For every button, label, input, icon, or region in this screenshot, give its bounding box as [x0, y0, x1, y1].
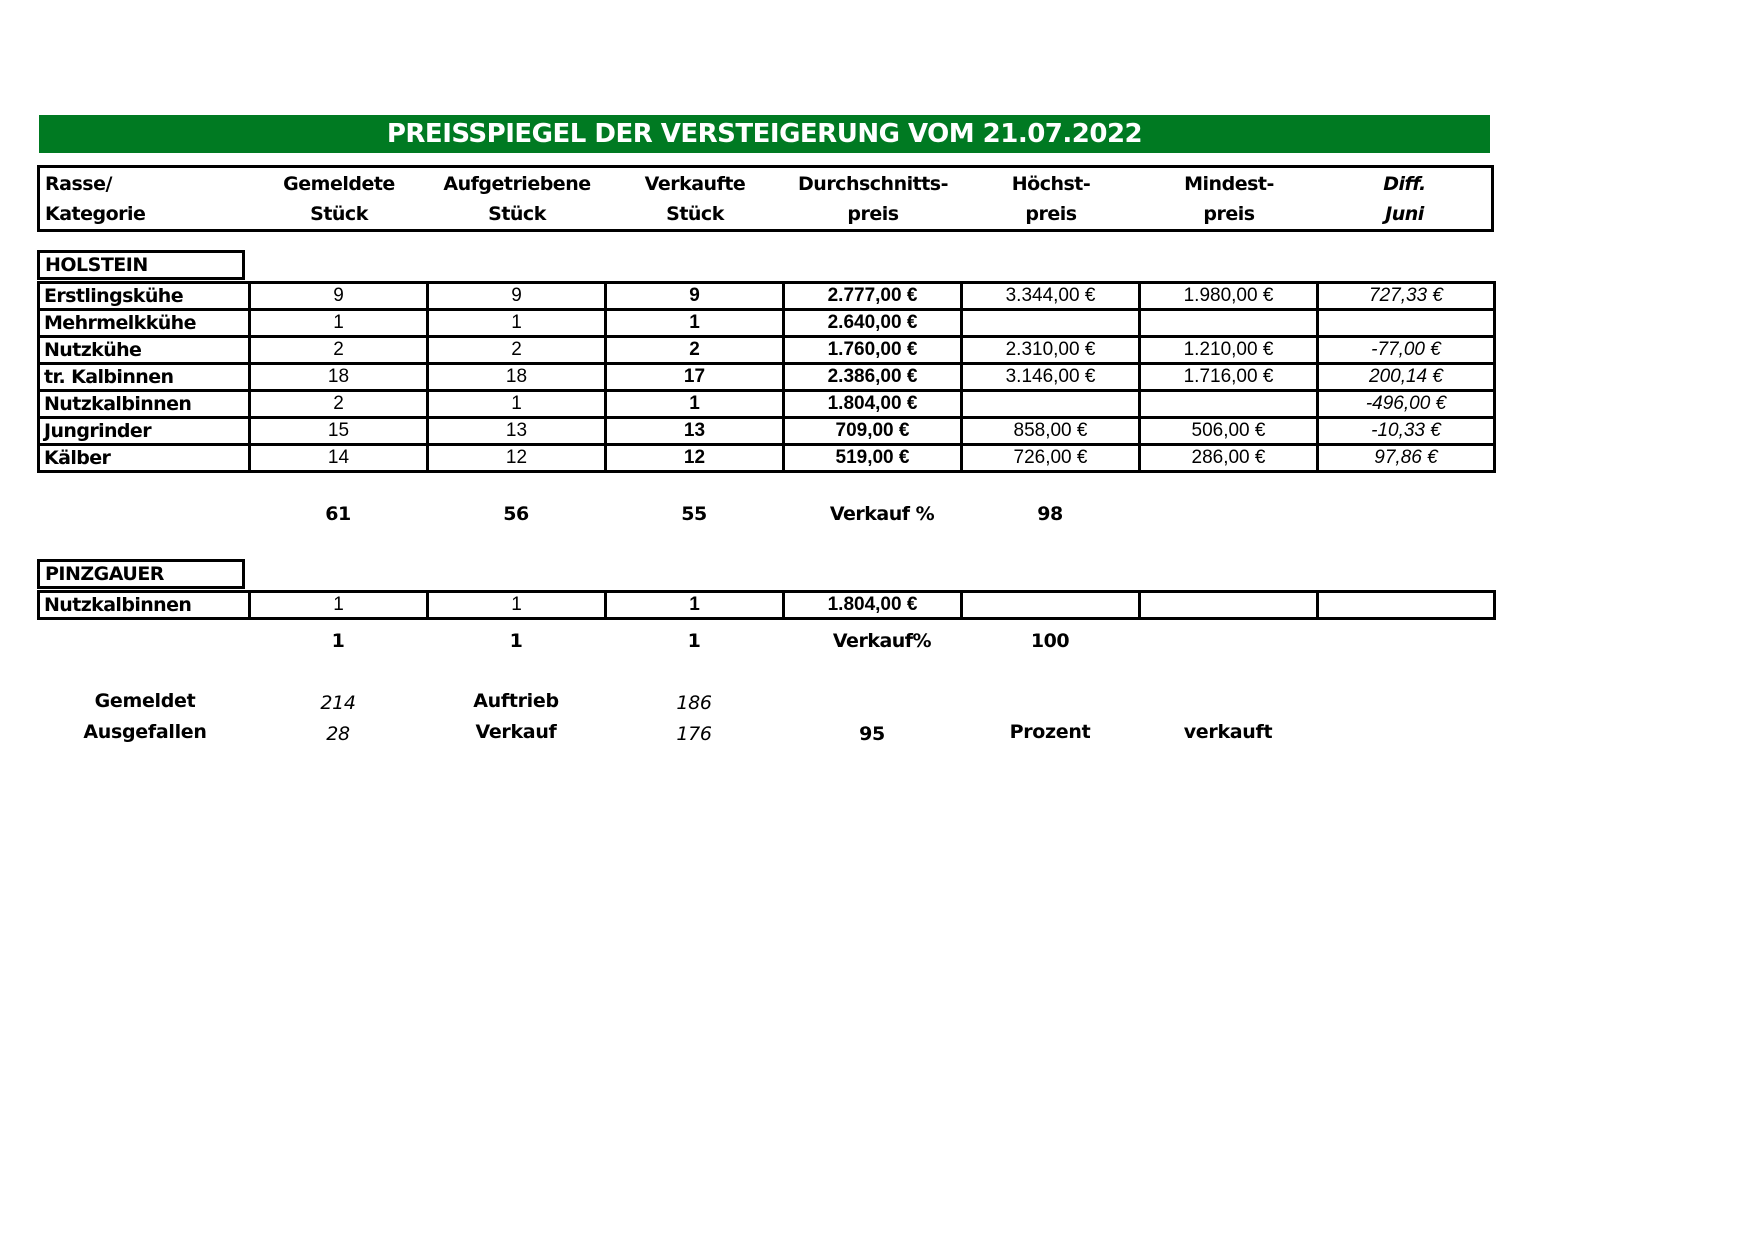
header-label: Stück: [488, 202, 546, 225]
mindestpreis-cell: 1.210,00 €: [1140, 337, 1318, 364]
header-durchschnittspreis: [784, 168, 962, 229]
diff-cell: 727,33 €: [1318, 283, 1495, 310]
header-category: [40, 168, 250, 229]
total-gemeldet: 1: [331, 630, 345, 652]
summary-ausgefallen-value: 28: [326, 723, 350, 745]
aufgetriebene-cell: 18: [428, 364, 606, 391]
category-cell: tr. Kalbinnen: [39, 364, 250, 391]
verkaufte-cell: 12: [606, 445, 784, 472]
verkauf-percent-label: Verkauf %: [829, 503, 935, 525]
table-row: [39, 391, 1495, 418]
verkaufte-cell: 9: [606, 283, 784, 310]
section-label-pinzgauer: PINZGAUER: [37, 559, 245, 589]
table-row: [39, 283, 1495, 310]
summary-gemeldet-value: 214: [320, 692, 356, 714]
summary-auftrieb-value: 186: [676, 692, 712, 714]
gemeldete-cell: 1: [250, 310, 428, 337]
column-header: [37, 165, 1494, 232]
summary-verkauft-label: verkauft: [1183, 721, 1273, 743]
category-cell: Nutzkühe: [39, 337, 250, 364]
summary-gemeldet-label: Gemeldet: [94, 690, 196, 712]
aufgetriebene-cell: 1: [428, 310, 606, 337]
aufgetriebene-cell: 1: [428, 391, 606, 418]
header-label: Kategorie: [45, 202, 146, 225]
header-label: Juni: [1385, 202, 1424, 225]
diff-cell: -496,00 €: [1318, 391, 1495, 418]
diff-cell: [1318, 310, 1495, 337]
durchschnittspreis-cell: 2.640,00 €: [784, 310, 962, 337]
header-label: preis: [1203, 202, 1255, 225]
mindestpreis-cell: [1140, 310, 1318, 337]
header-label: Mindest-: [1184, 172, 1274, 195]
header-label: Rasse/: [45, 172, 112, 195]
durchschnittspreis-cell: 709,00 €: [784, 418, 962, 445]
section-label-holstein: HOLSTEIN: [37, 250, 245, 280]
header-label: preis: [847, 202, 899, 225]
page-title: PREISSPIEGEL DER VERSTEIGERUNG VOM 21.07.2022: [39, 115, 1490, 153]
verkaufte-cell: 13: [606, 418, 784, 445]
durchschnittspreis-cell: 1.804,00 €: [784, 391, 962, 418]
aufgetriebene-cell: 2: [428, 337, 606, 364]
summary-verkauf-label: Verkauf: [475, 721, 557, 743]
hoechstpreis-cell: [962, 310, 1140, 337]
table-row: [39, 592, 1495, 619]
category-cell: Erstlingskühe: [39, 283, 250, 310]
total-gemeldet: 61: [325, 503, 351, 525]
mindestpreis-cell: 1.716,00 €: [1140, 364, 1318, 391]
category-cell: Nutzkalbinnen: [39, 391, 250, 418]
category-cell: Nutzkalbinnen: [39, 592, 250, 619]
aufgetriebene-cell: 9: [428, 283, 606, 310]
header-label: Verkaufte: [644, 172, 746, 195]
header-label: Höchst-: [1011, 172, 1091, 195]
total-verkauft: 55: [681, 503, 707, 525]
verkaufte-cell: 1: [606, 592, 784, 619]
header-hoechstpreis: [962, 168, 1140, 229]
verkauf-percent-label: Verkauf%: [832, 630, 932, 652]
durchschnittspreis-cell: 2.386,00 €: [784, 364, 962, 391]
header-gemeldete: [250, 168, 428, 229]
summary-percent-value: 95: [859, 723, 885, 745]
table-row: [39, 310, 1495, 337]
table-row: [39, 445, 1495, 472]
summary-auftrieb-label: Auftrieb: [473, 690, 559, 712]
summary-verkauf-value: 176: [676, 723, 712, 745]
diff-cell: -77,00 €: [1318, 337, 1495, 364]
mindestpreis-cell: [1140, 592, 1318, 619]
gemeldete-cell: 2: [250, 391, 428, 418]
pinzgauer-table: [37, 590, 1496, 620]
hoechstpreis-cell: 726,00 €: [962, 445, 1140, 472]
header-label: Durchschnitts-: [798, 172, 948, 195]
aufgetriebene-cell: 1: [428, 592, 606, 619]
mindestpreis-cell: 286,00 €: [1140, 445, 1318, 472]
header-label: Diff.: [1383, 172, 1426, 195]
summary-ausgefallen-label: Ausgefallen: [83, 721, 207, 743]
hoechstpreis-cell: [962, 391, 1140, 418]
header-label: Gemeldete: [283, 172, 395, 195]
diff-cell: -10,33 €: [1318, 418, 1495, 445]
diff-cell: 200,14 €: [1318, 364, 1495, 391]
header-aufgetriebene: [428, 168, 606, 229]
durchschnittspreis-cell: 519,00 €: [784, 445, 962, 472]
gemeldete-cell: 18: [250, 364, 428, 391]
gemeldete-cell: 2: [250, 337, 428, 364]
verkaufte-cell: 2: [606, 337, 784, 364]
verkaufte-cell: 17: [606, 364, 784, 391]
category-cell: Mehrmelkkühe: [39, 310, 250, 337]
header-mindestpreis: [1140, 168, 1318, 229]
header-label: preis: [1025, 202, 1077, 225]
mindestpreis-cell: [1140, 391, 1318, 418]
category-cell: Kälber: [39, 445, 250, 472]
hoechstpreis-cell: 3.344,00 €: [962, 283, 1140, 310]
verkaufte-cell: 1: [606, 310, 784, 337]
durchschnittspreis-cell: 1.760,00 €: [784, 337, 962, 364]
diff-cell: 97,86 €: [1318, 445, 1495, 472]
mindestpreis-cell: 1.980,00 €: [1140, 283, 1318, 310]
hoechstpreis-cell: 2.310,00 €: [962, 337, 1140, 364]
summary-prozent-label: Prozent: [1009, 721, 1091, 743]
category-cell: Jungrinder: [39, 418, 250, 445]
total-aufgetrieben: 1: [509, 630, 523, 652]
hoechstpreis-cell: 3.146,00 €: [962, 364, 1140, 391]
hoechstpreis-cell: [962, 592, 1140, 619]
aufgetriebene-cell: 13: [428, 418, 606, 445]
verkauf-percent-value: 98: [1037, 503, 1063, 525]
table-row: [39, 337, 1495, 364]
durchschnittspreis-cell: 1.804,00 €: [784, 592, 962, 619]
gemeldete-cell: 15: [250, 418, 428, 445]
header-diff-juni: [1318, 168, 1491, 229]
hoechstpreis-cell: 858,00 €: [962, 418, 1140, 445]
verkauf-percent-value: 100: [1030, 630, 1070, 652]
total-verkauft: 1: [687, 630, 701, 652]
mindestpreis-cell: 506,00 €: [1140, 418, 1318, 445]
holstein-table: [37, 281, 1496, 473]
durchschnittspreis-cell: 2.777,00 €: [784, 283, 962, 310]
header-verkaufte: [606, 168, 784, 229]
gemeldete-cell: 9: [250, 283, 428, 310]
header-label: Stück: [310, 202, 368, 225]
header-label: Aufgetriebene: [443, 172, 591, 195]
table-row: [39, 364, 1495, 391]
total-aufgetrieben: 56: [503, 503, 529, 525]
aufgetriebene-cell: 12: [428, 445, 606, 472]
gemeldete-cell: 1: [250, 592, 428, 619]
table-row: [39, 418, 1495, 445]
diff-cell: [1318, 592, 1495, 619]
verkaufte-cell: 1: [606, 391, 784, 418]
gemeldete-cell: 14: [250, 445, 428, 472]
header-label: Stück: [666, 202, 724, 225]
